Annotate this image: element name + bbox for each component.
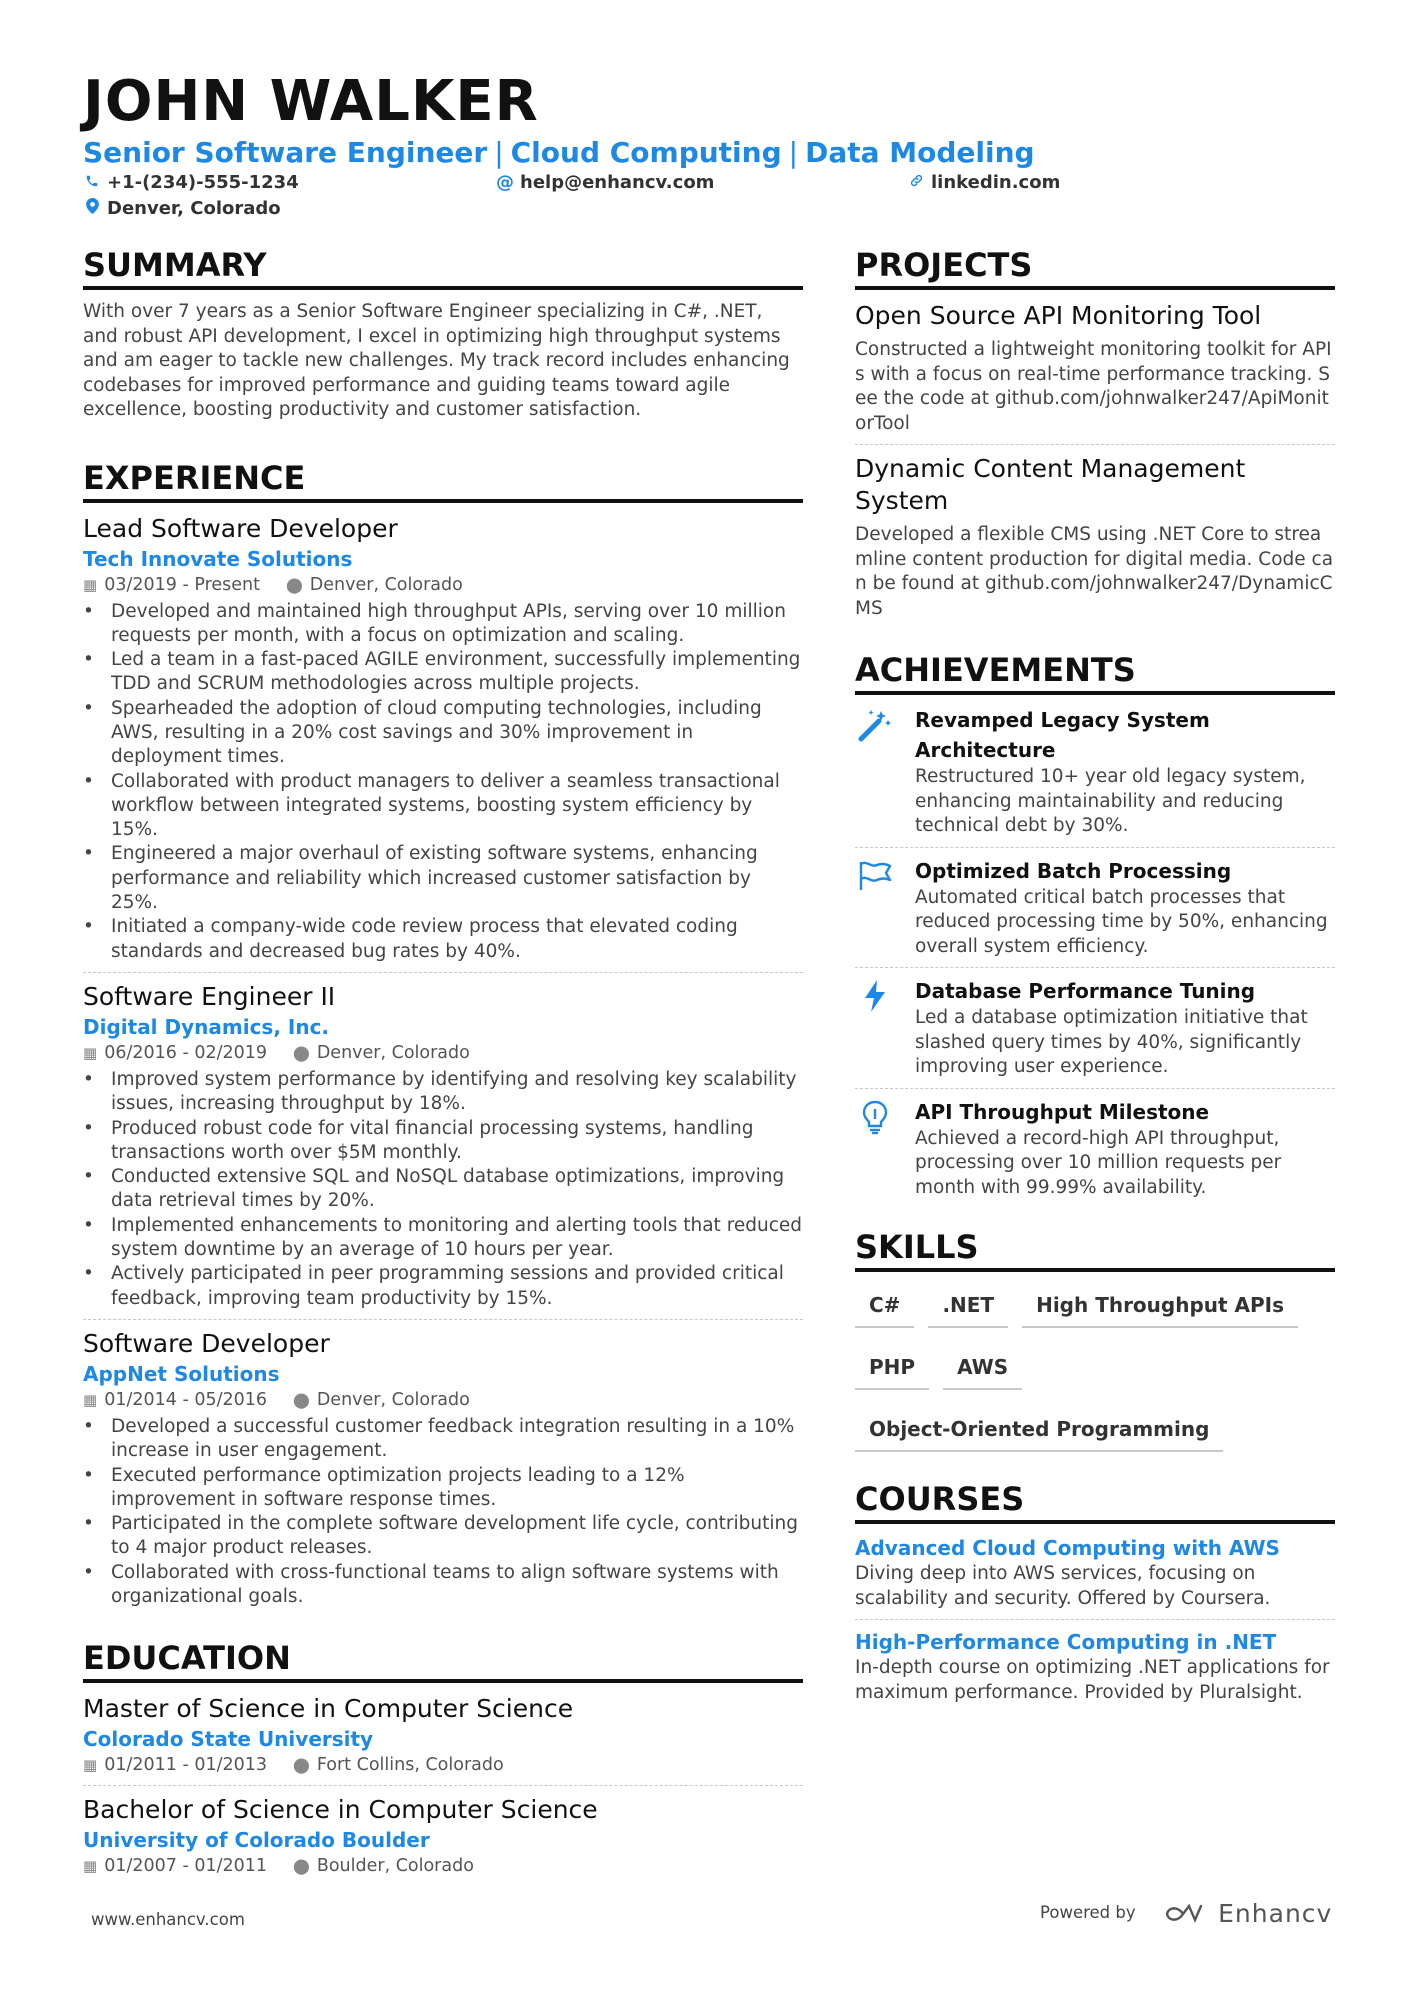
- summary-section: [83, 246, 803, 423]
- bullet-item: • Conducted extensive SQL and NoSQL database optimizations, improving data retrieval times by 20%.: [83, 1165, 803, 1214]
- job-meta: [83, 1388, 803, 1412]
- skill-tag: C#: [855, 1282, 914, 1328]
- achievement-text: Automated critical batch processes that reduced processing time by 50%, enhancing overall system efficiency.: [915, 886, 1328, 957]
- divider: [855, 847, 1335, 848]
- contact-email[interactable]: [496, 171, 714, 195]
- candidate-name: JOHN WALKER: [83, 69, 539, 134]
- at-sign-icon: @: [496, 172, 514, 193]
- project-description: Constructed a lightweight monitoring toolkit for APIs with a focus on real-time performance tracking. See the code at github.com/johnwalker247/ApiMonitorTool: [855, 339, 1332, 434]
- achievement-entry: [855, 856, 1335, 960]
- location-pin-icon: ⬤: [293, 1390, 310, 1409]
- section-heading: EDUCATION: [83, 1639, 803, 1683]
- project-entry: [855, 453, 1335, 621]
- job-bullets: [83, 1415, 803, 1609]
- headline-part: Senior Software Engineer: [83, 136, 488, 169]
- right-column: [855, 246, 1335, 1705]
- course-description: In-depth course on optimizing .NET applications for maximum performance. Provided by Pluralsight.: [855, 1657, 1330, 1703]
- calendar-icon: ▦: [83, 1857, 98, 1876]
- powered-by-text: Powered by: [1040, 1903, 1136, 1922]
- project-description: Developed a flexible CMS using .NET Core to streamline content production for digital media. Code can be found at github.com/johnwalker247/DynamicCMS: [855, 524, 1334, 619]
- lightbulb-icon: [857, 1099, 893, 1135]
- skill-tag: PHP: [855, 1344, 929, 1390]
- course-description: Diving deep into AWS services, focusing on scalability and security. Offered by Coursera.: [855, 1563, 1271, 1609]
- projects-section: [855, 246, 1335, 621]
- location-pin-icon: ⬤: [293, 1043, 310, 1062]
- location-pin-icon: ⬤: [286, 575, 303, 594]
- job-title: Lead Software Developer: [83, 513, 398, 543]
- bullet-item: • Engineered a major overhaul of existing software systems, enhancing performance and reliability which increased customer satisfaction by 25%.: [83, 842, 803, 915]
- job-dates: 06/2016 - 02/2019: [104, 1042, 268, 1063]
- company-name: Tech Innovate Solutions: [83, 546, 353, 571]
- courses-section: [855, 1480, 1335, 1705]
- contact-linkedin[interactable]: [907, 171, 1060, 195]
- headline-separator: |: [788, 136, 799, 169]
- job-bullets: [83, 600, 803, 964]
- headline-part: Cloud Computing: [510, 136, 782, 169]
- location-pin-icon: ⬤: [293, 1756, 310, 1775]
- section-heading: SKILLS: [855, 1228, 1335, 1272]
- education-section: [83, 1639, 803, 1878]
- achievement-entry: [855, 976, 1335, 1080]
- job-dates: 03/2019 - Present: [104, 574, 260, 595]
- bullet-item: • Developed and maintained high throughput APIs, serving over 10 million requests per month, with a focus on optimization and scaling.: [83, 600, 803, 649]
- experience-section: [83, 459, 803, 1610]
- education-dates: 01/2011 - 01/2013: [104, 1755, 268, 1776]
- calendar-icon: ▦: [83, 1043, 98, 1062]
- degree-title: Bachelor of Science in Computer Science: [83, 1795, 598, 1825]
- location-pin-icon: ⬤: [293, 1857, 310, 1876]
- course-entry: [855, 1628, 1335, 1705]
- project-entry: [855, 300, 1335, 436]
- footer-branding: [1040, 1899, 1332, 1928]
- contact-phone[interactable]: [83, 171, 299, 195]
- calendar-icon: ▦: [83, 1390, 98, 1409]
- education-location: Fort Collins, Colorado: [316, 1755, 504, 1776]
- section-heading: ACHIEVEMENTS: [855, 651, 1335, 695]
- achievement-entry: [855, 705, 1335, 839]
- company-name: AppNet Solutions: [83, 1361, 280, 1386]
- phone-text: +1-(234)-555-1234: [107, 172, 299, 193]
- skill-tag: .NET: [928, 1282, 1008, 1328]
- achievement-text: Led a database optimization initiative that slashed query times by 40%, significantly improving user experience.: [915, 1007, 1308, 1077]
- divider: [855, 444, 1335, 445]
- job-title: Software Engineer II: [83, 981, 336, 1011]
- project-title: Open Source API Monitoring Tool: [855, 301, 1262, 330]
- skill-tag: Object-Oriented Programming: [855, 1406, 1223, 1452]
- bullet-item: • Implemented enhancements to monitoring and alerting tools that reduced system downtime by an average of 10 hours per year.: [83, 1214, 803, 1263]
- education-meta: [83, 1753, 803, 1777]
- education-location: Boulder, Colorado: [316, 1856, 474, 1877]
- magic-wand-icon: [857, 707, 893, 743]
- job-bullets: [83, 1068, 803, 1311]
- bullet-item: • Collaborated with cross-functional teams to align software systems with organizational goals.: [83, 1561, 803, 1610]
- brand-name: Enhancv: [1218, 1899, 1333, 1928]
- bullet-item: • Collaborated with product managers to deliver a seamless transactional workflow between integrated systems, boosting system efficiency by 15%.: [83, 770, 803, 843]
- headline: [83, 136, 1035, 170]
- location-text: Denver, Colorado: [107, 198, 281, 219]
- divider: [83, 1785, 803, 1786]
- skills-section: [855, 1228, 1335, 1468]
- bullet-item: • Developed a successful customer feedback integration resulting in a 10% increase in user engagement.: [83, 1415, 803, 1464]
- flag-icon: [857, 858, 893, 894]
- contact-location: [83, 197, 281, 221]
- experience-entry: [83, 1328, 803, 1609]
- bullet-item: • Improved system performance by identifying and resolving key scalability issues, increasing throughput by 18%.: [83, 1068, 803, 1117]
- email-text: help@enhancv.com: [520, 172, 715, 193]
- divider: [83, 1319, 803, 1320]
- summary-text: With over 7 years as a Senior Software Engineer specializing in C#, .NET, and robust API development, I excel in optimizing high throughput systems and am eager to tackle new challenges. My track record includes enhancing codebases for improved performance and guiding teams toward agile excellence, boosting productivity and customer satisfaction.: [83, 301, 790, 420]
- linkedin-text: linkedin.com: [931, 172, 1061, 193]
- phone-icon: [83, 171, 101, 195]
- job-location: Denver, Colorado: [316, 1389, 470, 1410]
- skill-tag: High Throughput APIs: [1022, 1282, 1298, 1328]
- job-dates: 01/2014 - 05/2016: [104, 1389, 268, 1410]
- achievement-title: API Throughput Milestone: [915, 1099, 1210, 1124]
- school-name: University of Colorado Boulder: [83, 1828, 430, 1853]
- calendar-icon: ▦: [83, 1756, 98, 1775]
- lightning-icon: [857, 978, 893, 1014]
- bullet-item: • Spearheaded the adoption of cloud computing technologies, including AWS, resulting in a 20% cost savings and 30% improvement in deployment times.: [83, 697, 803, 770]
- skills-list: [855, 1282, 1335, 1468]
- achievements-section: [855, 651, 1335, 1200]
- project-title: Dynamic Content Management System: [855, 454, 1246, 515]
- headline-part: Data Modeling: [805, 136, 1035, 169]
- education-dates: 01/2007 - 01/2011: [104, 1856, 268, 1877]
- achievement-text: Restructured 10+ year old legacy system, enhancing maintainability and reducing technical debt by 30%.: [915, 766, 1306, 836]
- school-name: Colorado State University: [83, 1727, 374, 1752]
- course-entry: [855, 1534, 1335, 1611]
- achievement-title: Optimized Batch Processing: [915, 858, 1232, 883]
- divider: [855, 967, 1335, 968]
- bullet-item: • Led a team in a fast-paced AGILE environment, successfully implementing TDD and SCRUM methodologies across multiple projects.: [83, 648, 803, 697]
- achievement-title: Database Performance Tuning: [915, 979, 1256, 1003]
- course-title: High-Performance Computing in .NET: [855, 1630, 1277, 1654]
- bullet-item: • Initiated a company-wide code review process that elevated coding standards and decreased bug rates by 40%.: [83, 915, 803, 964]
- link-icon: [907, 171, 925, 195]
- bullet-item: • Participated in the complete software development life cycle, contributing to 4 major product releases.: [83, 1512, 803, 1561]
- section-heading: SUMMARY: [83, 246, 803, 290]
- course-title: Advanced Cloud Computing with AWS: [855, 1536, 1280, 1560]
- job-meta: [83, 573, 803, 597]
- achievement-text: Achieved a record-high API throughput, processing over 10 million requests per month with 99.99% availability.: [915, 1127, 1282, 1198]
- calendar-icon: ▦: [83, 575, 98, 594]
- section-heading: COURSES: [855, 1480, 1335, 1524]
- job-location: Denver, Colorado: [309, 574, 463, 595]
- education-entry: [83, 1794, 803, 1878]
- bullet-item: • Executed performance optimization projects leading to a 12% improvement in software response times.: [83, 1464, 803, 1513]
- left-column: [83, 246, 803, 1881]
- education-entry: [83, 1693, 803, 1777]
- experience-entry: [83, 981, 803, 1311]
- footer-website[interactable]: www.enhancv.com: [91, 1910, 245, 1929]
- education-meta: [83, 1854, 803, 1878]
- job-meta: [83, 1041, 803, 1065]
- divider: [83, 972, 803, 973]
- divider: [855, 1088, 1335, 1089]
- achievement-title: Revamped Legacy System Architecture: [915, 708, 1210, 762]
- enhancv-logo-icon: [1163, 1902, 1209, 1926]
- company-name: Digital Dynamics, Inc.: [83, 1014, 330, 1039]
- degree-title: Master of Science in Computer Science: [83, 1694, 574, 1724]
- section-heading: PROJECTS: [855, 246, 1335, 290]
- achievement-entry: [855, 1097, 1335, 1201]
- bullet-item: • Produced robust code for vital financial processing systems, handling transactions worth over $5M monthly.: [83, 1117, 803, 1166]
- job-location: Denver, Colorado: [316, 1042, 470, 1063]
- divider: [855, 1619, 1335, 1620]
- skill-tag: AWS: [943, 1344, 1022, 1390]
- headline-separator: |: [494, 136, 504, 169]
- experience-entry: [83, 513, 803, 964]
- section-heading: EXPERIENCE: [83, 459, 803, 503]
- location-pin-icon: [83, 197, 101, 221]
- job-title: Software Developer: [83, 1328, 330, 1358]
- bullet-item: • Actively participated in peer programming sessions and provided critical feedback, improving team productivity by 15%.: [83, 1262, 803, 1311]
